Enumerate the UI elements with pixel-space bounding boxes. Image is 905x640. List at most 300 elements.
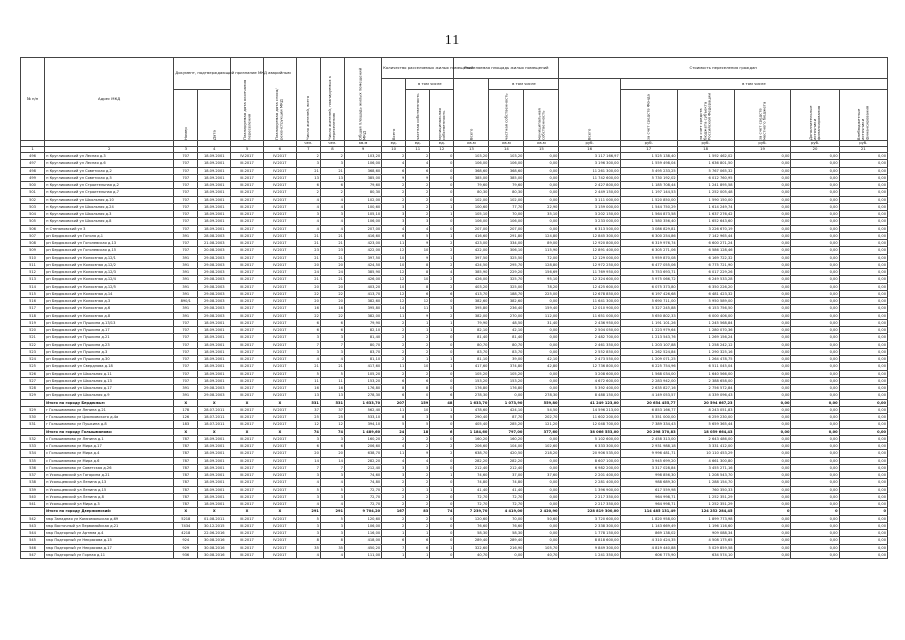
plan-date-cell: III.2017 [231,457,264,464]
doc-date-cell: 18.09.2001 [198,189,231,196]
cost-extra-subject-cell: 0,00 [791,421,839,428]
cost-extra-local-cell: 0,00 [839,254,887,261]
rooms-private-cell: 8 [406,385,430,392]
cost-local-cell: 0,00 [734,544,791,551]
cost-local-cell: 0,00 [734,240,791,247]
cost-total-cell: 2 504 050,00 [559,327,620,334]
doc-date-cell: 29.08.2003 [198,392,231,399]
address-cell: п Кругликовский ул Школьная д.24 [45,203,174,210]
cost-extra-subject-cell: 0,00 [791,254,839,261]
header-plan-demolition: Планируемая дата сноса/ реконструкции МКД [263,58,296,141]
doc-number-cell: 391 [174,283,198,290]
table-row [21,392,888,399]
rooms-private-cell: 6 [406,537,430,544]
plan-demolition-cell: IV.2017 [263,283,296,290]
cost-extra-subject-cell: 0,00 [791,203,839,210]
cost-local-cell: 0,00 [734,174,791,181]
cost-extra-subject-cell: 0,00 [791,399,839,406]
area-total-cell: 1 184,60 [454,428,489,435]
doc-date-cell: 28.08.2003 [198,232,231,239]
plan-date-cell: III.2017 [231,479,264,486]
subtotal-row [21,428,888,435]
area-municipal-cell: 37,60 [524,472,559,479]
column-number: 12 [430,147,454,153]
table-row [21,182,888,189]
cost-subject-cell: 760 350,33 [677,486,734,493]
area-total-cell: 41,40 [454,486,489,493]
doc-date-cell: 30.08.2016 [198,544,231,551]
header-resettled-area: Расселяемая площадь жилых помещений [454,58,559,79]
plan-demolition-cell: IV.2017 [263,385,296,392]
row-number-cell: 498 [21,167,45,174]
row-number-cell: 533 [21,443,45,450]
plan-demolition-cell: IV.2017 [263,189,296,196]
cost-local-cell: 0 [734,508,791,515]
row-number-cell: 514 [21,283,45,290]
residents-cell: 23 [296,247,320,254]
doc-number-cell: 707 [174,196,198,203]
residents-planned-cell: 3 [320,435,344,442]
rooms-total-cell: 10 [382,261,406,268]
residents-cell: 7 [296,464,320,471]
cost-total-cell: 6 333 300,00 [559,443,620,450]
cost-extra-subject-cell: 0,00 [791,450,839,457]
plan-demolition-cell: IV.2017 [263,377,296,384]
table-row [21,522,888,529]
plan-date-cell: III.2017 [231,385,264,392]
cost-subject-cell: 1 640 566,00 [677,370,734,377]
residents-planned-cell: 4 [320,203,344,210]
cost-subject-cell: 1 280 070,36 [677,327,734,334]
rooms-total-cell: 10 [382,283,406,290]
doc-number-cell: 707 [174,319,198,326]
area-total-cell: 426,00 [454,276,489,283]
rooms-municipal-cell: 0 [430,182,454,189]
area-municipal-cell: 0,00 [524,486,559,493]
total-area-cell: 416,60 [344,232,381,239]
table-row [21,276,888,283]
address-cell: с Голышманово ул Мира д.17 [45,443,174,450]
cost-local-cell: 0,00 [734,153,791,160]
doc-number-cell: 707 [174,225,198,232]
table-row [21,174,888,181]
plan-demolition-cell: IV.2017 [263,414,296,421]
total-area-cell: 397,50 [344,254,381,261]
cost-extra-local-cell: 0,00 [839,167,887,174]
residents-cell: 13 [296,392,320,399]
cost-local-cell: 0,00 [734,254,791,261]
cost-subject-cell: 6 000 406,00 [677,312,734,319]
rooms-municipal-cell: 0 [430,522,454,529]
total-area-cell: 100,60 [344,203,381,210]
plan-date-cell: III.2017 [231,298,264,305]
plan-date-cell: III.2017 [231,174,264,181]
area-private-cell: 39,00 [489,356,524,363]
row-number-cell: 500 [21,182,45,189]
doc-date-cell: 18.09.2001 [198,501,231,508]
column-number: 18 [677,147,734,153]
cost-extra-subject-cell: 0,00 [791,305,839,312]
address-cell: мкр Подгорный ул Горная д.11 [45,551,174,558]
area-municipal-cell: 377,60 [524,428,559,435]
area-municipal-cell: 0,00 [524,298,559,305]
cost-local-cell: 0,00 [734,450,791,457]
plan-date-cell: III.2017 [231,522,264,529]
address-cell: рп Бердюжский ул Пушкина д.3 [45,348,174,355]
cost-fund-cell: 1 143 669,49 [620,522,677,529]
plan-demolition-cell: IV.2017 [263,182,296,189]
area-private-cell: 106,00 [489,160,524,167]
cost-subject-cell: 1 592 462,02 [677,153,734,160]
unit-cell: чел. [320,141,344,147]
residents-planned-cell: 21 [320,240,344,247]
residents-cell: 3 [296,435,320,442]
plan-demolition-cell: IV.2017 [263,501,296,508]
cost-extra-subject-cell: 0,00 [791,211,839,218]
residents-cell: 74 [296,428,320,435]
cost-local-cell: 0,00 [734,283,791,290]
cost-total-cell: 12 845 300,00 [559,232,620,239]
cost-local-cell: 0,00 [734,406,791,413]
address-cell: п Кругликовский ул Школьная д.10 [45,196,174,203]
area-private-cell: 325,50 [489,254,524,261]
cost-fund-cell: 964 998,71 [620,501,677,508]
doc-number-cell: 787 [174,493,198,500]
plan-demolition-cell: IV.2017 [263,247,296,254]
cost-subject-cell: 1 208 543,70 [677,472,734,479]
table-row [21,211,888,218]
doc-number-cell: 391 [174,290,198,297]
cost-subject-cell: 5 659 365,44 [677,421,734,428]
area-total-cell: 478,60 [454,406,489,413]
table-row [21,232,888,239]
area-total-cell: 100,60 [454,203,489,210]
area-total-cell: 76,60 [454,522,489,529]
rooms-municipal-cell: 5 [430,414,454,421]
rooms-private-cell: 6 [406,377,430,384]
plan-demolition-cell: IV.2017 [263,167,296,174]
area-private-cell: 81,40 [489,334,524,341]
area-private-cell: 41,40 [489,486,524,493]
cost-local-cell: 0,00 [734,530,791,537]
plan-date-cell: III.2017 [231,218,264,225]
doc-number-cell: 787 [174,464,198,471]
rooms-total-cell: 2 [382,153,406,160]
cost-subject-cell: 6 169 722,32 [677,254,734,261]
cost-fund-cell: 964 998,71 [620,493,677,500]
cost-local-cell: 0,00 [734,363,791,370]
address-cell: Итого по городу Бердюжье: [45,399,174,406]
residents-planned-cell: 6 [320,327,344,334]
residents-planned-cell: 21 [320,363,344,370]
cost-fund-cell: 1 544 750,29 [620,203,677,210]
address-cell: рп Бердюжский ул Школьная д.9 [45,392,174,399]
total-area-cell: 102,00 [344,196,381,203]
rooms-private-cell: 4 [406,225,430,232]
rooms-private-cell: 6 [406,290,430,297]
doc-date-cell: 18.09.2001 [198,377,231,384]
rooms-total-cell: 3 [382,472,406,479]
plan-date-cell: III.2017 [231,537,264,544]
area-private-cell: 80,70 [489,341,524,348]
header-cost-extra-subject: Дополнительные источники финансирования [791,90,839,141]
cost-local-cell: 0,00 [734,334,791,341]
cost-extra-subject-cell: 0,00 [791,537,839,544]
doc-number-cell: 4218 [174,530,198,537]
area-private-cell: 420,50 [489,450,524,457]
residents-planned-cell: 21 [320,254,344,261]
rooms-total-cell: 5 [382,421,406,428]
address-cell: с Голышманово ул Мира д.4 [45,450,174,457]
cost-extra-local-cell: 0,00 [839,203,887,210]
cost-fund-cell: 5 730 192,02 [620,174,677,181]
cost-extra-subject-cell: 0,00 [791,174,839,181]
doc-number-cell: 391 [174,385,198,392]
area-private-cell: 106,00 [489,218,524,225]
residents-planned-cell: 4 [320,479,344,486]
plan-date-cell: III.2017 [231,276,264,283]
residents-planned-cell: 20 [320,261,344,268]
row-number-cell: 517 [21,305,45,312]
header-residents-planned: Число жителей, планируемых к переселению [320,58,344,141]
total-area-cell: 111,00 [344,551,381,558]
rooms-municipal-cell: 2 [430,283,454,290]
row-number-cell: 537 [21,472,45,479]
rooms-private-cell: 1 [406,530,430,537]
table-row [21,486,888,493]
area-total-cell: 83,70 [454,348,489,355]
area-municipal-cell: 0,00 [524,457,559,464]
total-area-cell: 282,20 [344,457,381,464]
rooms-private-cell: 2 [406,348,430,355]
header-address: Адрес МКД [45,58,174,141]
unit-cell: руб. [677,141,734,147]
plan-demolition-cell: IV.2017 [263,348,296,355]
rooms-total-cell: 2 [382,196,406,203]
area-private-cell: 229,20 [489,269,524,276]
residents-cell: 4 [296,479,320,486]
table-row [21,385,888,392]
rooms-total-cell: 4 [382,457,406,464]
rooms-municipal-cell: 0 [430,174,454,181]
cost-total-cell: 11 769 950,00 [559,269,620,276]
cost-total-cell: 5 102 600,00 [559,435,620,442]
rooms-municipal-cell: 0 [430,537,454,544]
rooms-total-cell: 4 [382,225,406,232]
doc-number-cell: 5218 [174,515,198,522]
cost-fund-cell: 6 477 055,06 [620,261,677,268]
cost-fund-cell: 6 853 166,77 [620,406,677,413]
doc-date-cell: 29.08.2003 [198,312,231,319]
area-municipal-cell: 40,70 [524,551,559,558]
area-municipal-cell: 0,00 [524,348,559,355]
area-private-cell: 424,10 [489,406,524,413]
row-number-cell: 520 [21,327,45,334]
residents-planned-cell: 20 [320,450,344,457]
area-private-cell: 295,70 [489,261,524,268]
rooms-total-cell: 2 [382,182,406,189]
plan-demolition-cell: IV.2017 [263,544,296,551]
rooms-total-cell: 2 [382,435,406,442]
residents-planned-cell: 20 [320,298,344,305]
cost-fund-cell: 3 086 829,81 [620,225,677,232]
plan-demolition-cell: IV.2017 [263,196,296,203]
total-area-cell: 106,00 [344,218,381,225]
cost-local-cell: 0,00 [734,160,791,167]
area-private-cell: 334,00 [489,240,524,247]
cost-subject-cell: 1 269 156,24 [677,334,734,341]
row-number-cell: 544 [21,530,45,537]
rooms-total-cell: 11 [382,450,406,457]
residents-cell: 22 [296,312,320,319]
cost-total-cell: 12 972 250,00 [559,261,620,268]
cost-extra-local-cell: 0,00 [839,269,887,276]
rooms-total-cell: 3 [382,218,406,225]
cost-extra-local-cell: 0,00 [839,363,887,370]
rooms-private-cell: 2 [406,203,430,210]
residents-planned-cell: 4 [320,218,344,225]
cost-fund-cell: 5 690 711,00 [620,298,677,305]
cost-subject-cell: 1 637 276,42 [677,211,734,218]
table-row [21,377,888,384]
rooms-municipal-cell: 2 [430,261,454,268]
cost-extra-local-cell: 0,00 [839,530,887,537]
plan-demolition-cell: IV.2017 [263,363,296,370]
cost-total-cell: 1 778 150,00 [559,530,620,537]
plan-demolition-cell: IV.2017 [263,392,296,399]
row-number-cell [21,508,45,515]
rooms-total-cell: 2 [382,493,406,500]
cost-extra-subject-cell: 0,00 [791,486,839,493]
cost-total-cell: 12 920 800,00 [559,240,620,247]
residents-cell: 21 [296,232,320,239]
cost-total-cell: 2 217 350,00 [559,501,620,508]
plan-demolition-cell: IV.2017 [263,551,296,558]
residents-cell: 8 [296,537,320,544]
cost-extra-subject-cell: 0,00 [791,385,839,392]
area-municipal-cell: 0,00 [524,160,559,167]
cost-extra-local-cell: 0,00 [839,298,887,305]
rooms-municipal-cell: 6 [430,428,454,435]
address-cell: рп Бердюжский ул Колхозная д.12/5 [45,283,174,290]
cost-total-cell: 228 819 300,00 [559,508,620,515]
column-number: 10 [382,147,406,153]
cost-extra-local-cell: 0,00 [839,348,887,355]
cost-subject-cell: 6 259 230,00 [677,414,734,421]
total-area-cell: 106,00 [344,522,381,529]
residents-cell: 3 [296,493,320,500]
cost-subject-cell: 6 775 721,90 [677,261,734,268]
doc-date-cell: X [198,399,231,406]
cost-extra-local-cell: 0,00 [839,232,887,239]
area-total-cell: 81,10 [454,356,489,363]
residents-planned-cell: 8 [320,537,344,544]
doc-number-cell: 707 [174,182,198,189]
doc-date-cell: 18.09.2001 [198,356,231,363]
cost-fund-cell: 2 283 942,00 [620,377,677,384]
residents-planned-cell: 3 [320,160,344,167]
table-row [21,327,888,334]
doc-date-cell: 18.09.2001 [198,472,231,479]
cost-local-cell: 0,00 [734,537,791,544]
header-area-municipal: муниципальная собственность [524,90,559,141]
rooms-municipal-cell: 1 [430,327,454,334]
residents-cell: 16 [296,305,320,312]
residents-planned-cell: 25 [320,414,344,421]
address-cell: Итого по городу Голышманово: [45,428,174,435]
area-total-cell: 102,00 [454,196,489,203]
cost-fund-cell: 7 389 334,43 [620,421,677,428]
rooms-municipal-cell: 0 [430,435,454,442]
cost-local-cell: 0,00 [734,493,791,500]
doc-date-cell: 18.09.2001 [198,464,231,471]
plan-demolition-cell: IV.2017 [263,493,296,500]
header-residents: Число жителей, всего [296,58,320,141]
plan-demolition-cell: X [263,428,296,435]
cost-extra-subject-cell: 0,00 [791,182,839,189]
total-area-cell: 79,90 [344,319,381,326]
column-number: 2 [45,147,174,153]
rooms-private-cell: 10 [406,276,430,283]
residents-planned-cell: 6 [320,182,344,189]
residents-cell: 3 [296,522,320,529]
doc-number-cell: 391 [174,312,198,319]
cost-extra-local-cell: 0,00 [839,544,887,551]
cost-extra-subject-cell: 0,00 [791,406,839,413]
doc-number-cell: 707 [174,189,198,196]
residents-planned-cell: 4 [320,225,344,232]
cost-total-cell: 12 129 000,00 [559,254,620,261]
area-municipal-cell: 0,00 [524,464,559,471]
area-total-cell: 72,70 [454,493,489,500]
table-row [21,450,888,457]
cost-extra-subject-cell: 0,00 [791,196,839,203]
rooms-total-cell: 2 [382,327,406,334]
plan-demolition-cell: IV.2017 [263,341,296,348]
cost-extra-subject-cell: 0,00 [791,341,839,348]
cost-local-cell: 0,00 [734,290,791,297]
doc-date-cell: 18.09.2001 [198,196,231,203]
cost-extra-subject-cell: 0,00 [791,218,839,225]
cost-extra-subject-cell: 0,00 [791,472,839,479]
area-total-cell: 382,60 [454,298,489,305]
rooms-municipal-cell: 0 [430,493,454,500]
area-private-cell: 72,70 [489,501,524,508]
residents-cell: 21 [296,276,320,283]
rooms-total-cell: 10 [382,254,406,261]
area-municipal-cell: 78,20 [524,283,559,290]
plan-date-cell: III.2017 [231,530,264,537]
cost-extra-local-cell: 0,00 [839,399,887,406]
area-municipal-cell: 0,00 [524,435,559,442]
cost-fund-cell: 5 650 802,33 [620,312,677,319]
total-area-cell: 1 489,60 [344,428,381,435]
cost-subject-cell: 6 153 756,50 [677,305,734,312]
cost-local-cell: 0,00 [734,472,791,479]
header-area-incl: в том числе [489,79,559,90]
rooms-private-cell: 6 [406,544,430,551]
cost-local-cell: 0,00 [734,377,791,384]
doc-number-cell: 787 [174,443,198,450]
area-private-cell: 74,80 [489,479,524,486]
residents-cell: 11 [296,377,320,384]
rooms-total-cell: 6 [382,377,406,384]
area-total-cell: 422,00 [454,247,489,254]
plan-date-cell: III.2017 [231,356,264,363]
row-number-cell: 503 [21,203,45,210]
address-cell: мкр Восточный ул Первомайская д.21 [45,522,174,529]
cost-subject-cell: 1 245 568,84 [677,319,734,326]
